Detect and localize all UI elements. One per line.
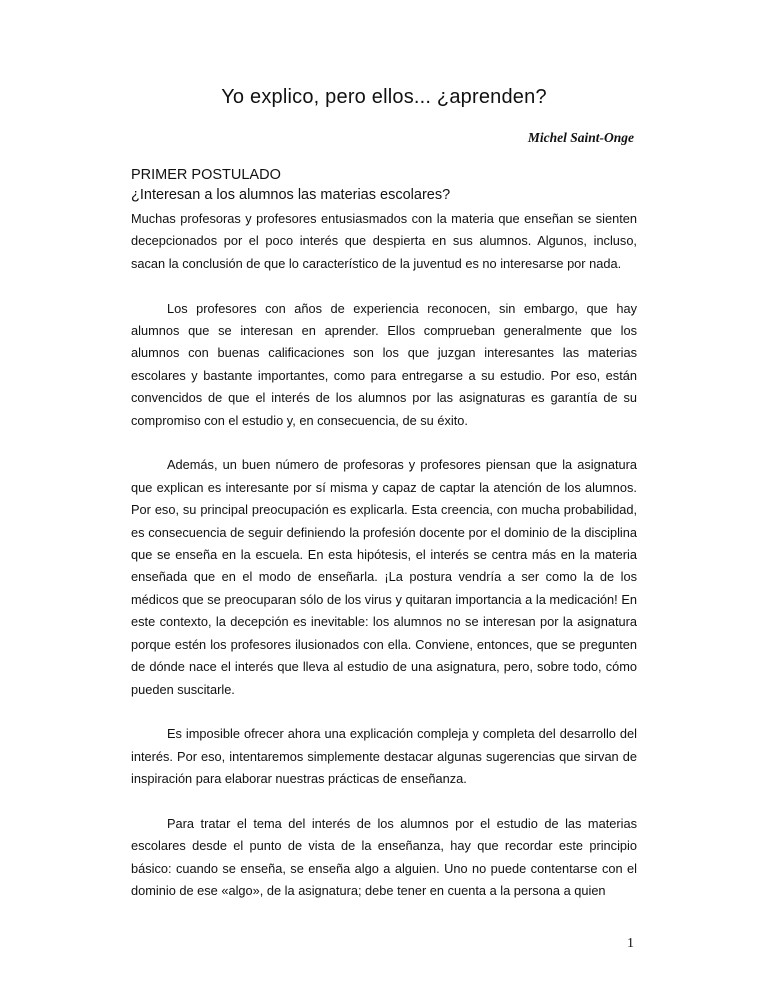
paragraph-2: Los profesores con años de experiencia reconocen, sin embargo, que hay alumnos que se interesan en aprender. Ellos comprueban generalmente que los alumnos con buenas calificaciones son los que juzgan interesantes las materias escolares y bastante importantes, como para entregarse a su estudio. Por eso, están convencidos de que el interés de los alumnos por las asignaturas es garantía de su compromiso con el estudio y, en consecuencia, de su éxito. <box>131 300 637 428</box>
paragraph-3: Además, un buen número de profesoras y profesores piensan que la asignatura que explican es interesante por sí misma y capaz de captar la atención de los alumnos. Por eso, su principal preocupación es explicarla. Esta creencia, con mucha probabilidad, es consecuencia de seguir definiendo la profesión docente por el dominio de la disciplina que se enseña en la escuela. En esta hipótesis, el interés se centra más en la materia enseñada que en el modo de enseñarla. ¡La postura vendría a ser como la de los médicos que se preocuparan sólo de los virus y quitaran importancia a la medicación! En este contexto, la decepción es inevitable: los alumnos no se interesan por la asignatura porque estén los profesores ilusionados con ella. Conviene, entonces, que se pregunten de dónde nace el interés que lleva al estudio de una asignatura, pero, sobre todo, cómo pueden suscitarle. <box>131 457 637 697</box>
section-question: ¿Interesan a los alumnos las materias escolares? <box>131 187 451 203</box>
section-header <box>131 165 641 205</box>
paragraph-4: Es imposible ofrecer ahora una explicación compleja y completa del desarrollo del interés. Por eso, intentaremos simplemente destacar algunas sugerencias que sirvan de inspiración para elaborar nuestras prácticas de enseñanza. <box>131 726 637 787</box>
paragraph-1: Muchas profesoras y profesores entusiasmados con la materia que enseñan se sienten decepcionados por el poco interés que despierta en sus alumnos. Algunos, incluso, sacan la conclusión de que lo característico de la juventud es no interesarse por nada. <box>131 211 637 271</box>
paragraph-5: Para tratar el tema del interés de los alumnos por el estudio de las materias escolares desde el punto de vista de la enseñanza, hay que recordar este principio básico: cuando se enseña, se enseña algo a alguien. Uno no puede contentarse con el dominio de ese «algo», de la asignatura; debe tener en cuenta a la persona a quien <box>131 815 637 899</box>
document-title: Yo explico, pero ellos... ¿aprenden? <box>221 86 547 108</box>
page-number: 1 <box>627 936 634 951</box>
document-body <box>131 208 637 925</box>
section-heading: PRIMER POSTULADO <box>131 167 281 183</box>
author-name: Michel Saint-Onge <box>527 130 634 145</box>
